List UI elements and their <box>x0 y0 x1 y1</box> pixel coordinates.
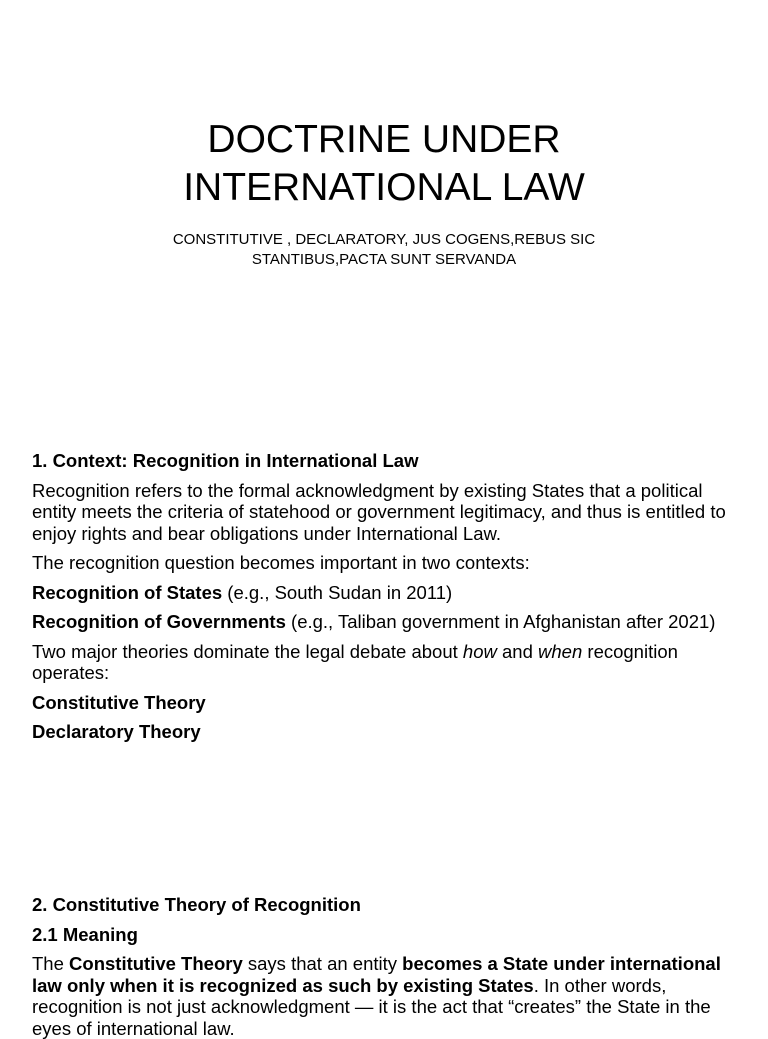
recognition-of-states-label: Recognition of States <box>32 581 223 603</box>
meaning-rest: . In other words, recognition is not just acknowledgment — it is the act that “creates” the State in the eyes of international law. <box>32 974 711 1039</box>
emphasis-when: when <box>538 640 583 662</box>
emphasis-how: how <box>462 640 497 662</box>
theories-intro <box>32 641 742 684</box>
meaning-key-statement: becomes a State under international law only when it is recognized as such by existing States <box>32 953 721 996</box>
recognition-of-states-example: (e.g., South Sudan in 2011) <box>222 581 453 603</box>
subtitle-line-1: CONSTITUTIVE , DECLARATORY, JUS COGENS,REBUS SIC <box>172 231 596 248</box>
constitutive-theory-meaning <box>32 953 742 1039</box>
subtitle-line-2: STANTIBUS,PACTA SUNT SERVANDA <box>251 251 517 268</box>
recognition-definition: Recognition refers to the formal acknowledgment by existing States that a political entity meets the criteria of statehood or government legitimacy, and thus is entitled to enjoy rights and bear obligations under International Law. <box>32 479 726 544</box>
recognition-of-governments-label: Recognition of Governments <box>32 611 286 632</box>
recognition-of-states <box>32 582 742 604</box>
meaning-says: says that an entity <box>242 953 403 974</box>
meaning-theory-name: Constitutive Theory <box>69 953 243 974</box>
theories-intro-end: recognition operates: <box>32 640 678 683</box>
theories-intro-start: Two major theories dominate the legal debate about <box>32 640 463 662</box>
section-2-1-heading: 2.1 Meaning <box>32 923 138 945</box>
title-line-1: DOCTRINE UNDER <box>207 118 561 161</box>
title-line-2: INTERNATIONAL LAW <box>183 166 585 209</box>
section-2-heading: 2. Constitutive Theory of Recognition <box>32 894 361 915</box>
slide-title <box>0 116 768 212</box>
section-context <box>32 450 742 743</box>
constitutive-theory-label: Constitutive Theory <box>32 691 206 713</box>
slide-subtitle <box>0 230 768 270</box>
meaning-the: The <box>32 953 70 974</box>
theories-intro-and: and <box>496 640 539 662</box>
declaratory-theory-label: Declaratory Theory <box>32 721 201 742</box>
section-constitutive-theory <box>32 894 742 1039</box>
recognition-of-governments-example: (e.g., Taliban government in Afghanistan after 2021) <box>285 611 716 632</box>
recognition-of-governments <box>32 611 742 633</box>
section-1-heading: 1. Context: Recognition in International Law <box>32 450 419 471</box>
recognition-contexts-intro: The recognition question becomes important in two contexts: <box>32 552 530 573</box>
